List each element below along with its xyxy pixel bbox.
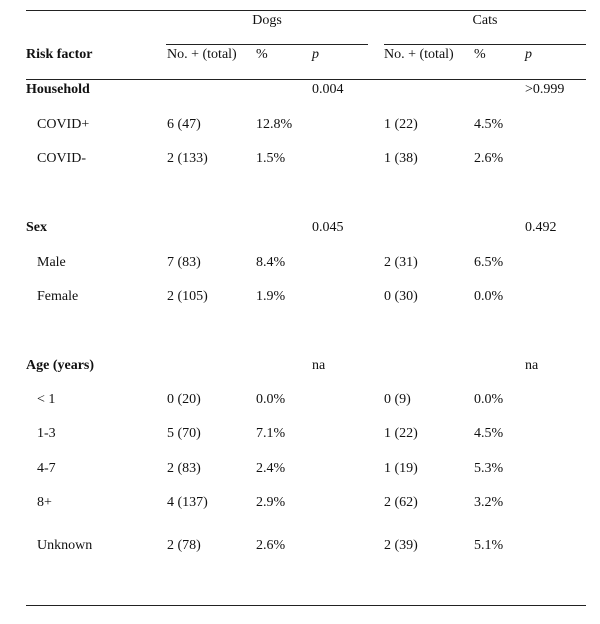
row-cats-percent: 3.2% — [474, 495, 504, 510]
section-title: Sex — [26, 220, 47, 235]
header-cats-p: p — [525, 47, 532, 62]
row-cats-count: 0 (9) — [384, 392, 411, 407]
row-label: Female — [37, 289, 79, 304]
row-cats-percent: 2.6% — [474, 151, 504, 166]
row-cats-count: 1 (22) — [384, 426, 418, 441]
row-dogs-percent: 12.8% — [256, 117, 293, 132]
row-dogs-percent: 0.0% — [256, 392, 286, 407]
section-dogs-p: na — [312, 358, 326, 373]
row-dogs-percent: 2.4% — [256, 461, 286, 476]
header-bottom-rule — [26, 79, 586, 80]
section-dogs-p: 0.045 — [312, 220, 344, 235]
section-dogs-p: 0.004 — [312, 82, 344, 97]
row-dogs-percent: 1.5% — [256, 151, 286, 166]
row-label: COVID+ — [37, 117, 90, 132]
row-dogs-count: 5 (70) — [167, 426, 201, 441]
row-cats-percent: 5.1% — [474, 538, 504, 553]
header-cats-count: No. + (total) — [384, 47, 454, 62]
header-risk-factor: Risk factor — [26, 47, 93, 62]
row-label: Unknown — [37, 538, 93, 553]
row-dogs-percent: 7.1% — [256, 426, 286, 441]
row-cats-count: 2 (39) — [384, 538, 418, 553]
row-cats-percent: 6.5% — [474, 255, 504, 270]
row-label: 4-7 — [37, 461, 56, 476]
row-label: < 1 — [37, 392, 56, 407]
row-dogs-count: 2 (83) — [167, 461, 201, 476]
row-dogs-percent: 2.9% — [256, 495, 286, 510]
row-dogs-percent: 1.9% — [256, 289, 286, 304]
header-dogs-percent: % — [256, 47, 268, 62]
row-dogs-count: 2 (105) — [167, 289, 208, 304]
row-dogs-count: 2 (78) — [167, 538, 201, 553]
row-cats-count: 2 (31) — [384, 255, 418, 270]
row-cats-count: 0 (30) — [384, 289, 418, 304]
row-dogs-count: 7 (83) — [167, 255, 201, 270]
section-title: Age (years) — [26, 358, 95, 373]
row-cats-percent: 0.0% — [474, 289, 504, 304]
section-title: Household — [26, 82, 90, 97]
row-label: 8+ — [37, 495, 52, 510]
row-dogs-count: 6 (47) — [167, 117, 201, 132]
header-dogs-count: No. + (total) — [167, 47, 237, 62]
row-label: COVID- — [37, 151, 86, 166]
row-cats-percent: 0.0% — [474, 392, 504, 407]
row-cats-percent: 4.5% — [474, 426, 504, 441]
group-header-cats: Cats — [472, 13, 498, 28]
row-cats-percent: 4.5% — [474, 117, 504, 132]
dogs-group-rule — [166, 44, 368, 45]
row-dogs-count: 0 (20) — [167, 392, 201, 407]
row-label: 1-3 — [37, 426, 56, 441]
table-top-rule — [26, 10, 586, 11]
row-dogs-count: 2 (133) — [167, 151, 208, 166]
header-dogs-p: p — [312, 47, 319, 62]
row-dogs-percent: 2.6% — [256, 538, 286, 553]
cats-group-rule — [384, 44, 586, 45]
table-bottom-rule — [26, 605, 586, 606]
header-cats-percent: % — [474, 47, 486, 62]
group-header-dogs: Dogs — [252, 13, 282, 28]
row-cats-count: 1 (22) — [384, 117, 418, 132]
row-cats-percent: 5.3% — [474, 461, 504, 476]
row-label: Male — [37, 255, 66, 270]
section-cats-p: >0.999 — [525, 82, 565, 97]
row-cats-count: 1 (38) — [384, 151, 418, 166]
row-cats-count: 1 (19) — [384, 461, 418, 476]
section-cats-p: 0.492 — [525, 220, 557, 235]
row-cats-count: 2 (62) — [384, 495, 418, 510]
section-cats-p: na — [525, 358, 539, 373]
row-dogs-percent: 8.4% — [256, 255, 286, 270]
row-dogs-count: 4 (137) — [167, 495, 208, 510]
